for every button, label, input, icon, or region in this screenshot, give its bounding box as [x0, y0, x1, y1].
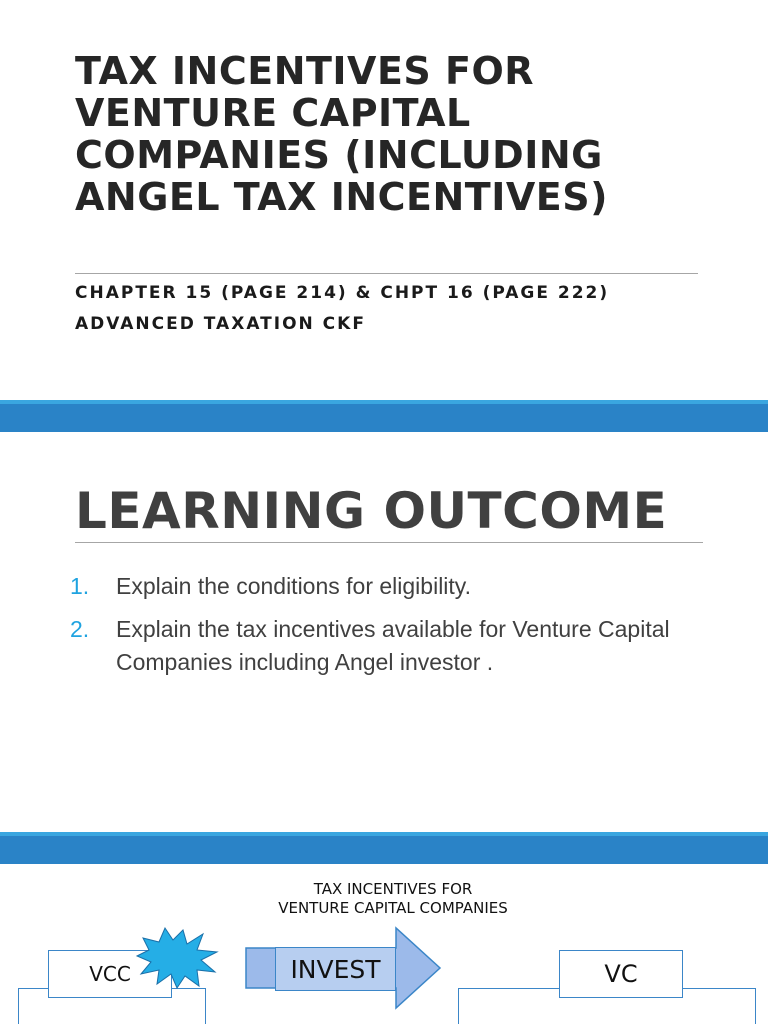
slide-subtitle-chapter: CHAPTER 15 (PAGE 214) & CHPT 16 (PAGE 222) — [75, 283, 610, 303]
list-text: Explain the conditions for eligibility. — [116, 573, 471, 599]
invest-label-box: INVEST — [275, 947, 396, 991]
slide-title-line: ANGEL TAX INCENTIVES) — [75, 175, 608, 219]
list-text: Explain the tax incentives available for Venture Capital Companies including Angel investor . — [116, 616, 670, 675]
diagram-title-line: TAX INCENTIVES FOR — [313, 880, 473, 898]
explosion-star-icon — [135, 926, 219, 990]
list-number: 2. — [70, 616, 90, 642]
learning-outcome-title: LEARNING OUTCOME — [75, 482, 668, 540]
title-divider — [75, 273, 698, 274]
list-item — [70, 570, 690, 603]
vc-box: VC — [559, 950, 683, 998]
slide-subtitle-course: ADVANCED TAXATION CKF — [75, 314, 366, 334]
slide-separator — [0, 832, 768, 864]
title-slide — [0, 0, 768, 400]
list-number: 1. — [70, 573, 90, 599]
slide-title-line: TAX INCENTIVES FOR — [75, 49, 535, 93]
diagram-title — [0, 880, 768, 918]
slide-title-line: VENTURE CAPITAL — [75, 91, 471, 135]
title-divider — [75, 542, 703, 543]
list-item — [70, 613, 690, 679]
slide-title-line: COMPANIES (INCLUDING — [75, 133, 603, 177]
diagram-title-line: VENTURE CAPITAL COMPANIES — [278, 899, 508, 917]
diagram-slide — [0, 864, 768, 1024]
slide-title — [75, 50, 715, 218]
learning-outcome-slide — [0, 432, 768, 832]
slide-separator — [0, 400, 768, 432]
vcc-box: VCC — [48, 950, 172, 998]
